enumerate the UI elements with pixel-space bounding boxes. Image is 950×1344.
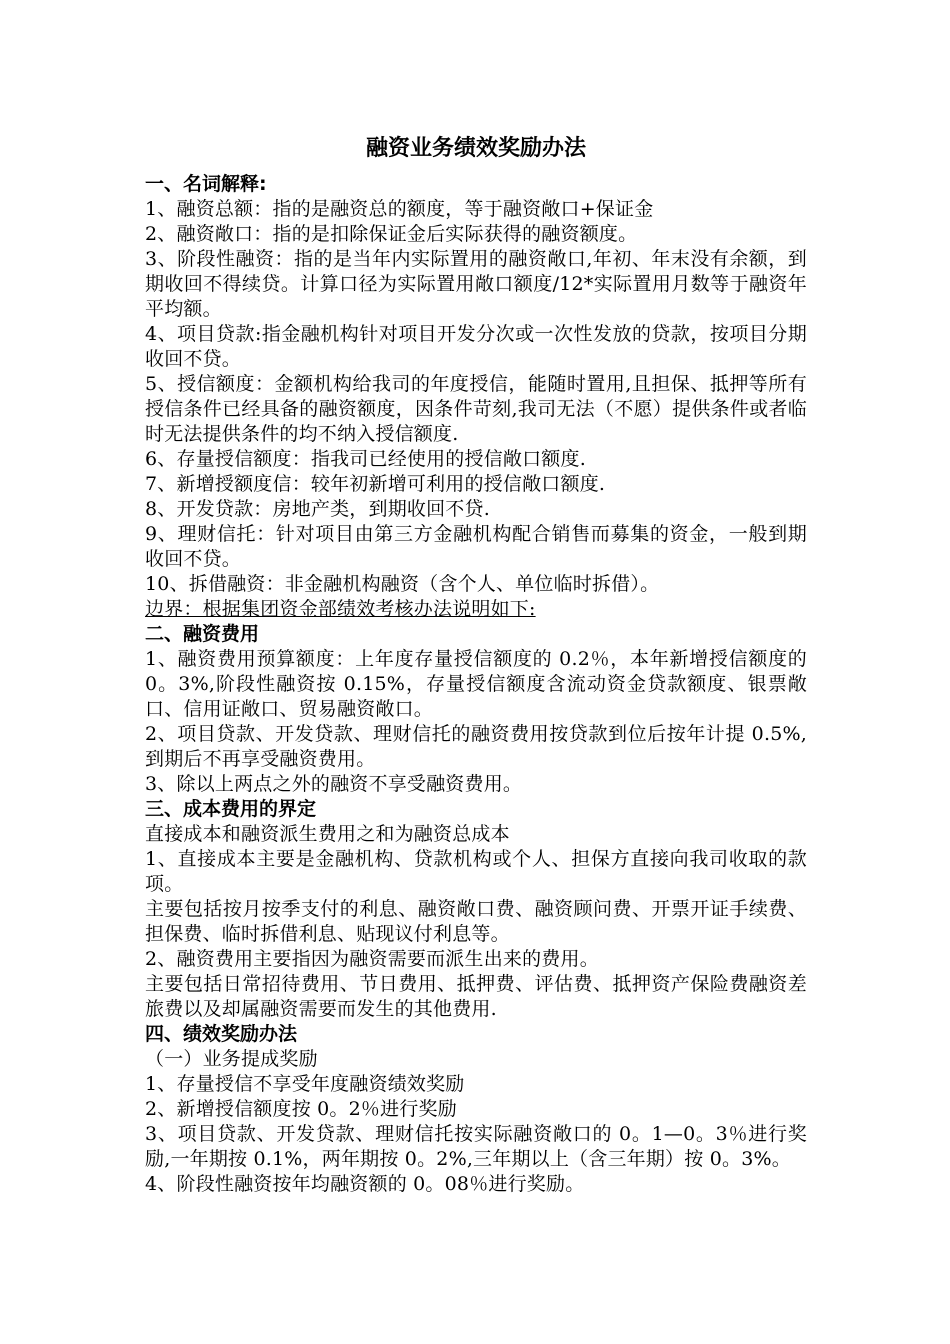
document-body [145,172,807,1197]
paragraph: 5、授信额度：金额机构给我司的年度授信，能随时置用,且担保、抵押等所有授信条件已经具备的融资额度，因条件苛刻,我司无法（不愿）提供条件或者临时无法提供条件的均不纳入授信额度. [145,373,807,445]
paragraph: 3、阶段性融资：指的是当年内实际置用的融资敞口,年初、年末没有余额，到期收回不得续贷。计算口径为实际置用敞口额度/12*实际置用月数等于融资年平均额。 [145,248,807,320]
section-heading: 三、成本费用的界定 [145,798,317,820]
paragraph: 4、项目贷款:指金融机构针对项目开发分次或一次性发放的贷款，按项目分期收回不贷。 [145,323,807,370]
paragraph: 1、存量授信不享受年度融资绩效奖励 [145,1073,465,1095]
paragraph: （一）业务提成奖励 [145,1048,318,1070]
paragraph: 1、直接成本主要是金融机构、贷款机构或个人、担保方直接向我司收取的款项。 [145,848,807,895]
paragraph: 主要包括日常招待费用、节日费用、抵押费、评估费、抵押资产保险费融资差旅费以及却属融资需要而发生的其他费用. [145,973,807,1020]
paragraph: 2、融资敞口：指的是扣除保证金后实际获得的融资额度。 [145,223,638,245]
paragraph: 9、理财信托：针对项目由第三方金融机构配合销售而募集的资金，一般到期收回不贷。 [145,523,807,570]
paragraph: 2、项目贷款、开发贷款、理财信托的融资费用按贷款到位后按年计提 0.5%,到期后不再享受融资费用。 [145,723,807,770]
paragraph: 2、新增授信额度按 0。2％进行奖励 [145,1098,457,1120]
paragraph: 1、融资总额：指的是融资总的额度，等于融资敞口+保证金 [145,198,654,220]
document-page [145,132,807,1197]
boundary-note [145,597,807,622]
paragraph: 主要包括按月按季支付的利息、融资敞口费、融资顾问费、开票开证手续费、担保费、临时拆借利息、贴现议付利息等。 [145,898,807,945]
paragraph: 1、融资费用预算额度：上年度存量授信额度的 0.2％，本年新增授信额度的 0。3%,阶段性融资按 0.15%，存量授信额度含流动资金贷款额度、银票敞口、信用证敞口、贸易融资敞口。 [145,648,807,720]
paragraph: 2、融资费用主要指因为融资需要而派生出来的费用。 [145,948,599,970]
paragraph: 10、拆借融资：非金融机构融资（含个人、单位临时拆借）。 [145,573,660,595]
section-heading: 二、融资费用 [145,623,260,645]
paragraph: 3、除以上两点之外的融资不享受融资费用。 [145,773,523,795]
section-heading: 一、名词解释: [145,173,267,195]
paragraph: 3、项目贷款、开发贷款、理财信托按实际融资敞口的 0。1—0。3％进行奖励,一年期按 0.1%，两年期按 0。2%,三年期以上（含三年期）按 0。3%。 [145,1123,807,1170]
paragraph: 直接成本和融资派生费用之和为融资总成本 [145,823,510,845]
paragraph: 4、阶段性融资按年均融资额的 0。08％进行奖励。 [145,1173,585,1195]
section-heading: 四、绩效奖励办法 [145,1023,298,1045]
boundary-note-text: 边界：根据集团资金部绩效考核办法说明如下: [145,598,536,620]
paragraph: 8、开发贷款：房地产类，到期收回不贷. [145,498,490,520]
paragraph: 7、新增授额度信：较年初新增可利用的授信敞口额度. [145,473,606,495]
paragraph: 6、存量授信额度：指我司已经使用的授信敞口额度. [145,448,586,470]
document-title: 融资业务绩效奖励办法 [365,136,586,161]
